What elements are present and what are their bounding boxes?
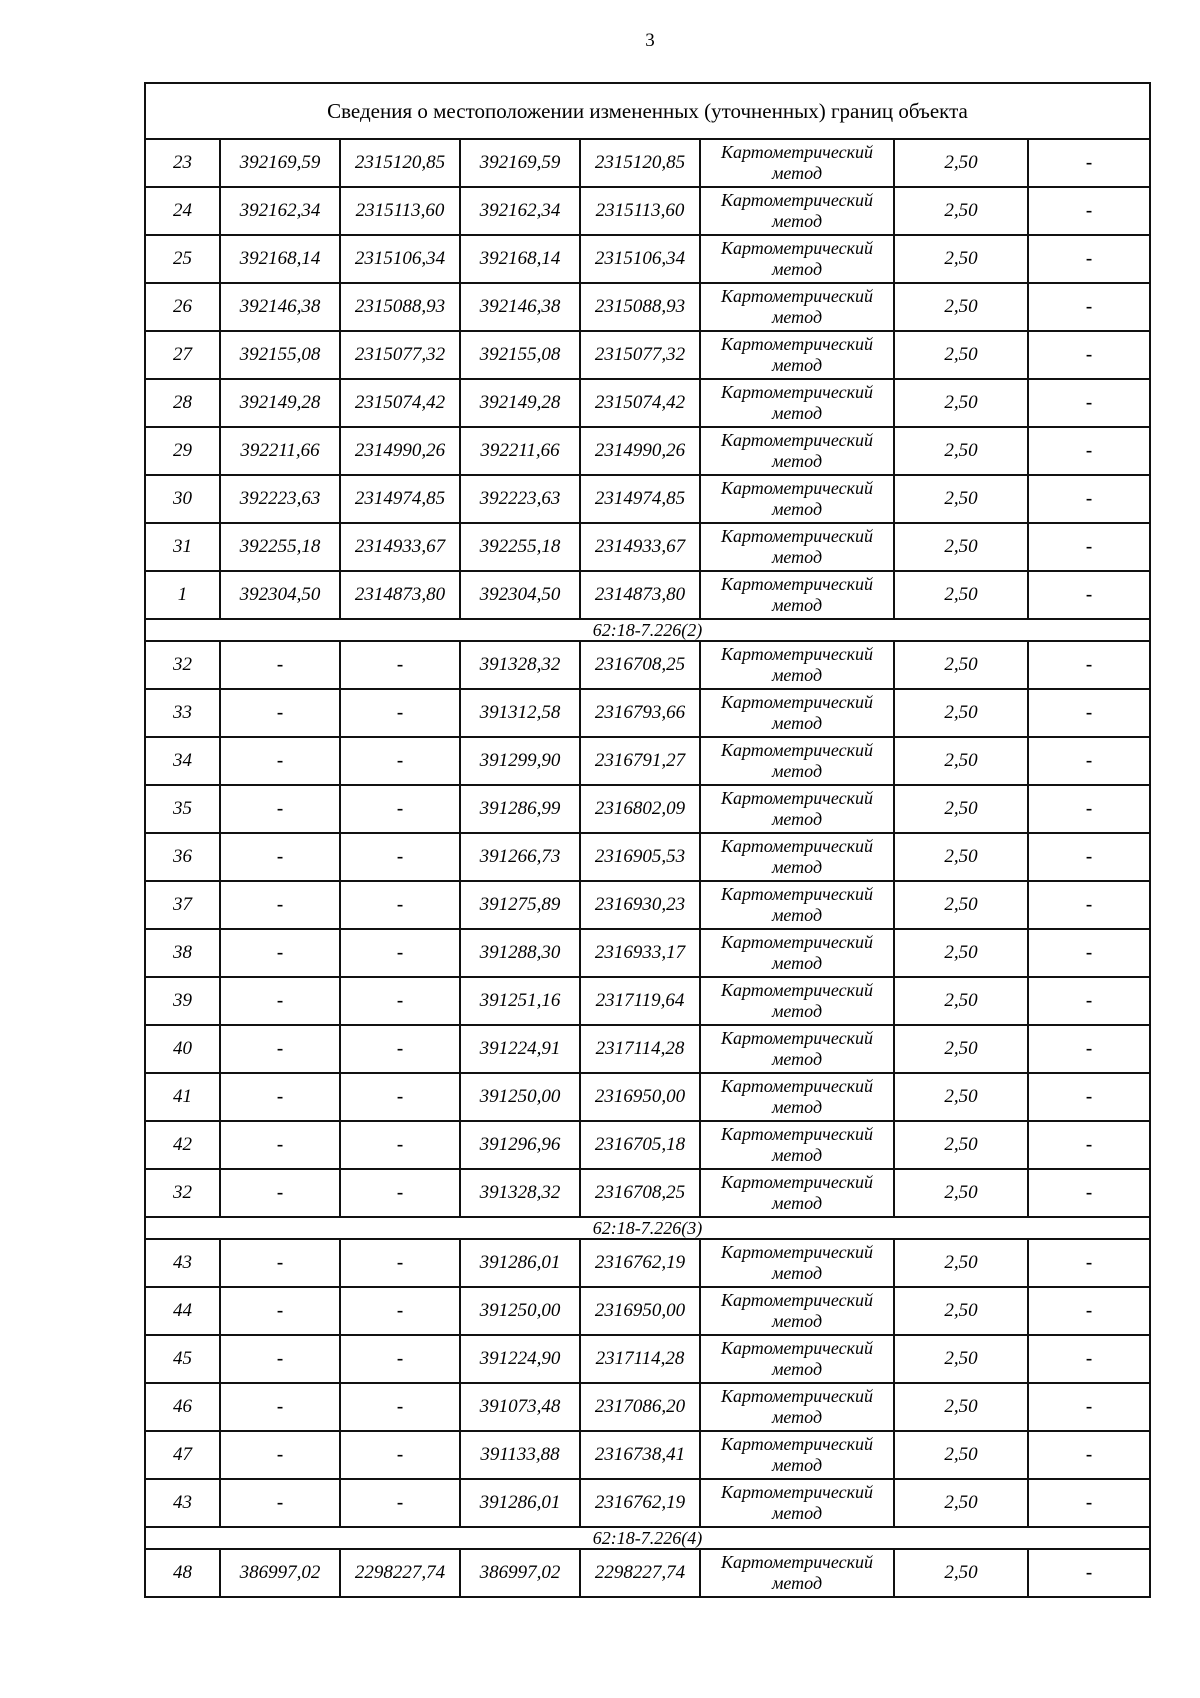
table-row xyxy=(145,139,1150,187)
existing-x-cell: 392304,50 xyxy=(220,571,340,619)
new-y-cell: 2317119,64 xyxy=(580,977,700,1025)
existing-y-cell: - xyxy=(340,785,460,833)
method-cell: Картометрический метод xyxy=(700,1239,894,1287)
point-number-cell: 37 xyxy=(145,881,220,929)
point-number-cell: 30 xyxy=(145,475,220,523)
accuracy-cell: 2,50 xyxy=(894,1383,1028,1431)
existing-y-cell: - xyxy=(340,1121,460,1169)
accuracy-cell: 2,50 xyxy=(894,641,1028,689)
method-cell: Картометрический метод xyxy=(700,1383,894,1431)
existing-y-cell: 2298227,74 xyxy=(340,1549,460,1597)
existing-y-cell: 2314873,80 xyxy=(340,571,460,619)
new-x-cell: 391133,88 xyxy=(460,1431,580,1479)
description-cell: - xyxy=(1028,1121,1150,1169)
accuracy-cell: 2,50 xyxy=(894,1479,1028,1527)
table-row xyxy=(145,1383,1150,1431)
table-title: Сведения о местоположении измененных (уточненных) границ объекта xyxy=(145,83,1150,139)
point-number-cell: 32 xyxy=(145,641,220,689)
table-row xyxy=(145,1431,1150,1479)
existing-x-cell: 392169,59 xyxy=(220,139,340,187)
description-cell: - xyxy=(1028,187,1150,235)
description-cell: - xyxy=(1028,641,1150,689)
existing-x-cell: - xyxy=(220,1025,340,1073)
method-cell: Картометрический метод xyxy=(700,929,894,977)
point-number-cell: 24 xyxy=(145,187,220,235)
description-cell: - xyxy=(1028,1549,1150,1597)
table-row xyxy=(145,475,1150,523)
table-row xyxy=(145,1169,1150,1217)
description-cell: - xyxy=(1028,1383,1150,1431)
existing-x-cell: - xyxy=(220,881,340,929)
existing-y-cell: - xyxy=(340,689,460,737)
new-y-cell: 2298227,74 xyxy=(580,1549,700,1597)
method-cell: Картометрический метод xyxy=(700,235,894,283)
description-cell: - xyxy=(1028,1239,1150,1287)
existing-y-cell: - xyxy=(340,1073,460,1121)
method-cell: Картометрический метод xyxy=(700,641,894,689)
point-number-cell: 43 xyxy=(145,1239,220,1287)
new-x-cell: 392162,34 xyxy=(460,187,580,235)
existing-x-cell: - xyxy=(220,689,340,737)
new-x-cell: 391328,32 xyxy=(460,1169,580,1217)
existing-x-cell: - xyxy=(220,1239,340,1287)
accuracy-cell: 2,50 xyxy=(894,139,1028,187)
description-cell: - xyxy=(1028,235,1150,283)
accuracy-cell: 2,50 xyxy=(894,1025,1028,1073)
new-x-cell: 391328,32 xyxy=(460,641,580,689)
existing-x-cell: - xyxy=(220,833,340,881)
description-cell: - xyxy=(1028,1073,1150,1121)
description-cell: - xyxy=(1028,1335,1150,1383)
existing-y-cell: 2315088,93 xyxy=(340,283,460,331)
existing-x-cell: - xyxy=(220,1431,340,1479)
existing-x-cell: - xyxy=(220,977,340,1025)
new-y-cell: 2316950,00 xyxy=(580,1073,700,1121)
method-cell: Картометрический метод xyxy=(700,1479,894,1527)
new-y-cell: 2317114,28 xyxy=(580,1025,700,1073)
accuracy-cell: 2,50 xyxy=(894,1549,1028,1597)
new-x-cell: 392304,50 xyxy=(460,571,580,619)
existing-y-cell: 2315120,85 xyxy=(340,139,460,187)
point-number-cell: 28 xyxy=(145,379,220,427)
point-number-cell: 32 xyxy=(145,1169,220,1217)
section-label: 62:18-7.226(2) xyxy=(145,619,1150,641)
existing-y-cell: 2315113,60 xyxy=(340,187,460,235)
table-row xyxy=(145,1121,1150,1169)
accuracy-cell: 2,50 xyxy=(894,1335,1028,1383)
method-cell: Картометрический метод xyxy=(700,1121,894,1169)
point-number-cell: 36 xyxy=(145,833,220,881)
new-y-cell: 2316905,53 xyxy=(580,833,700,881)
point-number-cell: 41 xyxy=(145,1073,220,1121)
new-x-cell: 391286,99 xyxy=(460,785,580,833)
accuracy-cell: 2,50 xyxy=(894,785,1028,833)
point-number-cell: 35 xyxy=(145,785,220,833)
new-y-cell: 2315120,85 xyxy=(580,139,700,187)
description-cell: - xyxy=(1028,379,1150,427)
point-number-cell: 45 xyxy=(145,1335,220,1383)
existing-y-cell: - xyxy=(340,1479,460,1527)
accuracy-cell: 2,50 xyxy=(894,523,1028,571)
new-y-cell: 2316950,00 xyxy=(580,1287,700,1335)
method-cell: Картометрический метод xyxy=(700,977,894,1025)
existing-y-cell: 2314974,85 xyxy=(340,475,460,523)
new-y-cell: 2314933,67 xyxy=(580,523,700,571)
description-cell: - xyxy=(1028,1287,1150,1335)
existing-x-cell: 392162,34 xyxy=(220,187,340,235)
point-number-cell: 38 xyxy=(145,929,220,977)
new-x-cell: 392155,08 xyxy=(460,331,580,379)
existing-y-cell: 2315077,32 xyxy=(340,331,460,379)
description-cell: - xyxy=(1028,1025,1150,1073)
existing-x-cell: - xyxy=(220,1073,340,1121)
section-header-row xyxy=(145,1217,1150,1239)
new-x-cell: 391286,01 xyxy=(460,1239,580,1287)
table-row xyxy=(145,641,1150,689)
new-x-cell: 391250,00 xyxy=(460,1287,580,1335)
new-y-cell: 2315077,32 xyxy=(580,331,700,379)
new-x-cell: 392146,38 xyxy=(460,283,580,331)
table-row xyxy=(145,785,1150,833)
existing-x-cell: - xyxy=(220,641,340,689)
method-cell: Картометрический метод xyxy=(700,1025,894,1073)
new-x-cell: 391312,58 xyxy=(460,689,580,737)
new-y-cell: 2315088,93 xyxy=(580,283,700,331)
new-x-cell: 391296,96 xyxy=(460,1121,580,1169)
accuracy-cell: 2,50 xyxy=(894,1073,1028,1121)
table-row xyxy=(145,283,1150,331)
table-row xyxy=(145,1239,1150,1287)
accuracy-cell: 2,50 xyxy=(894,331,1028,379)
method-cell: Картометрический метод xyxy=(700,785,894,833)
method-cell: Картометрический метод xyxy=(700,833,894,881)
point-number-cell: 31 xyxy=(145,523,220,571)
description-cell: - xyxy=(1028,785,1150,833)
existing-x-cell: - xyxy=(220,1479,340,1527)
new-y-cell: 2317086,20 xyxy=(580,1383,700,1431)
description-cell: - xyxy=(1028,881,1150,929)
method-cell: Картометрический метод xyxy=(700,1169,894,1217)
method-cell: Картометрический метод xyxy=(700,1431,894,1479)
description-cell: - xyxy=(1028,427,1150,475)
existing-y-cell: - xyxy=(340,1335,460,1383)
new-x-cell: 391250,00 xyxy=(460,1073,580,1121)
new-x-cell: 391224,91 xyxy=(460,1025,580,1073)
new-x-cell: 392211,66 xyxy=(460,427,580,475)
accuracy-cell: 2,50 xyxy=(894,737,1028,785)
method-cell: Картометрический метод xyxy=(700,881,894,929)
point-number-cell: 39 xyxy=(145,977,220,1025)
accuracy-cell: 2,50 xyxy=(894,235,1028,283)
new-y-cell: 2314990,26 xyxy=(580,427,700,475)
table-row xyxy=(145,379,1150,427)
method-cell: Картометрический метод xyxy=(700,379,894,427)
existing-y-cell: - xyxy=(340,1169,460,1217)
existing-y-cell: - xyxy=(340,1287,460,1335)
existing-y-cell: - xyxy=(340,1025,460,1073)
new-x-cell: 392223,63 xyxy=(460,475,580,523)
existing-y-cell: - xyxy=(340,977,460,1025)
point-number-cell: 48 xyxy=(145,1549,220,1597)
method-cell: Картометрический метод xyxy=(700,187,894,235)
existing-y-cell: 2314933,67 xyxy=(340,523,460,571)
accuracy-cell: 2,50 xyxy=(894,427,1028,475)
existing-y-cell: - xyxy=(340,737,460,785)
table-row xyxy=(145,1549,1150,1597)
table-row xyxy=(145,737,1150,785)
table-row xyxy=(145,523,1150,571)
table-row xyxy=(145,929,1150,977)
existing-x-cell: - xyxy=(220,1121,340,1169)
boundary-coordinates-table xyxy=(144,82,1151,1598)
existing-y-cell: - xyxy=(340,1383,460,1431)
new-x-cell: 386997,02 xyxy=(460,1549,580,1597)
existing-y-cell: - xyxy=(340,641,460,689)
method-cell: Картометрический метод xyxy=(700,1549,894,1597)
accuracy-cell: 2,50 xyxy=(894,929,1028,977)
new-y-cell: 2314873,80 xyxy=(580,571,700,619)
section-header-row xyxy=(145,1527,1150,1549)
accuracy-cell: 2,50 xyxy=(894,1169,1028,1217)
existing-x-cell: 392146,38 xyxy=(220,283,340,331)
existing-x-cell: - xyxy=(220,1287,340,1335)
existing-y-cell: - xyxy=(340,929,460,977)
method-cell: Картометрический метод xyxy=(700,689,894,737)
existing-x-cell: - xyxy=(220,1335,340,1383)
table-row xyxy=(145,689,1150,737)
accuracy-cell: 2,50 xyxy=(894,1287,1028,1335)
existing-x-cell: 392211,66 xyxy=(220,427,340,475)
description-cell: - xyxy=(1028,1169,1150,1217)
new-y-cell: 2316930,23 xyxy=(580,881,700,929)
description-cell: - xyxy=(1028,1479,1150,1527)
existing-x-cell: 392223,63 xyxy=(220,475,340,523)
description-cell: - xyxy=(1028,1431,1150,1479)
existing-y-cell: - xyxy=(340,833,460,881)
description-cell: - xyxy=(1028,737,1150,785)
point-number-cell: 44 xyxy=(145,1287,220,1335)
new-x-cell: 392149,28 xyxy=(460,379,580,427)
new-y-cell: 2317114,28 xyxy=(580,1335,700,1383)
description-cell: - xyxy=(1028,689,1150,737)
description-cell: - xyxy=(1028,283,1150,331)
existing-x-cell: 392149,28 xyxy=(220,379,340,427)
page-number: 3 xyxy=(645,30,655,51)
new-y-cell: 2315074,42 xyxy=(580,379,700,427)
method-cell: Картометрический метод xyxy=(700,1287,894,1335)
point-number-cell: 23 xyxy=(145,139,220,187)
table-row xyxy=(145,881,1150,929)
new-x-cell: 391251,16 xyxy=(460,977,580,1025)
point-number-cell: 34 xyxy=(145,737,220,785)
accuracy-cell: 2,50 xyxy=(894,379,1028,427)
existing-x-cell: 392155,08 xyxy=(220,331,340,379)
existing-x-cell: 392255,18 xyxy=(220,523,340,571)
point-number-cell: 46 xyxy=(145,1383,220,1431)
table-row xyxy=(145,571,1150,619)
description-cell: - xyxy=(1028,929,1150,977)
new-y-cell: 2315113,60 xyxy=(580,187,700,235)
description-cell: - xyxy=(1028,139,1150,187)
existing-y-cell: 2315106,34 xyxy=(340,235,460,283)
section-label: 62:18-7.226(3) xyxy=(145,1217,1150,1239)
accuracy-cell: 2,50 xyxy=(894,977,1028,1025)
table-row xyxy=(145,1025,1150,1073)
new-y-cell: 2315106,34 xyxy=(580,235,700,283)
accuracy-cell: 2,50 xyxy=(894,283,1028,331)
accuracy-cell: 2,50 xyxy=(894,1121,1028,1169)
accuracy-cell: 2,50 xyxy=(894,1239,1028,1287)
existing-y-cell: - xyxy=(340,1431,460,1479)
existing-y-cell: 2314990,26 xyxy=(340,427,460,475)
table-row xyxy=(145,187,1150,235)
existing-y-cell: 2315074,42 xyxy=(340,379,460,427)
point-number-cell: 43 xyxy=(145,1479,220,1527)
section-label: 62:18-7.226(4) xyxy=(145,1527,1150,1549)
description-cell: - xyxy=(1028,331,1150,379)
description-cell: - xyxy=(1028,833,1150,881)
table-row xyxy=(145,1479,1150,1527)
method-cell: Картометрический метод xyxy=(700,475,894,523)
new-x-cell: 391299,90 xyxy=(460,737,580,785)
method-cell: Картометрический метод xyxy=(700,737,894,785)
accuracy-cell: 2,50 xyxy=(894,1431,1028,1479)
existing-y-cell: - xyxy=(340,1239,460,1287)
existing-x-cell: - xyxy=(220,785,340,833)
new-y-cell: 2316738,41 xyxy=(580,1431,700,1479)
new-y-cell: 2316802,09 xyxy=(580,785,700,833)
point-number-cell: 29 xyxy=(145,427,220,475)
description-cell: - xyxy=(1028,523,1150,571)
accuracy-cell: 2,50 xyxy=(894,881,1028,929)
new-x-cell: 391275,89 xyxy=(460,881,580,929)
description-cell: - xyxy=(1028,977,1150,1025)
accuracy-cell: 2,50 xyxy=(894,187,1028,235)
point-number-cell: 42 xyxy=(145,1121,220,1169)
new-y-cell: 2316705,18 xyxy=(580,1121,700,1169)
new-y-cell: 2316762,19 xyxy=(580,1239,700,1287)
new-x-cell: 391073,48 xyxy=(460,1383,580,1431)
new-y-cell: 2316933,17 xyxy=(580,929,700,977)
method-cell: Картометрический метод xyxy=(700,331,894,379)
existing-x-cell: 386997,02 xyxy=(220,1549,340,1597)
method-cell: Картометрический метод xyxy=(700,1073,894,1121)
table-row xyxy=(145,833,1150,881)
new-y-cell: 2314974,85 xyxy=(580,475,700,523)
accuracy-cell: 2,50 xyxy=(894,833,1028,881)
new-x-cell: 392255,18 xyxy=(460,523,580,571)
existing-x-cell: 392168,14 xyxy=(220,235,340,283)
method-cell: Картометрический метод xyxy=(700,139,894,187)
point-number-cell: 1 xyxy=(145,571,220,619)
point-number-cell: 33 xyxy=(145,689,220,737)
table-title-row xyxy=(145,83,1150,139)
new-x-cell: 391288,30 xyxy=(460,929,580,977)
accuracy-cell: 2,50 xyxy=(894,689,1028,737)
new-y-cell: 2316708,25 xyxy=(580,1169,700,1217)
existing-x-cell: - xyxy=(220,1383,340,1431)
table-row xyxy=(145,331,1150,379)
method-cell: Картометрический метод xyxy=(700,571,894,619)
description-cell: - xyxy=(1028,571,1150,619)
new-y-cell: 2316793,66 xyxy=(580,689,700,737)
new-x-cell: 391286,01 xyxy=(460,1479,580,1527)
method-cell: Картометрический метод xyxy=(700,1335,894,1383)
point-number-cell: 25 xyxy=(145,235,220,283)
accuracy-cell: 2,50 xyxy=(894,571,1028,619)
new-x-cell: 391224,90 xyxy=(460,1335,580,1383)
method-cell: Картометрический метод xyxy=(700,427,894,475)
new-x-cell: 391266,73 xyxy=(460,833,580,881)
accuracy-cell: 2,50 xyxy=(894,475,1028,523)
new-y-cell: 2316791,27 xyxy=(580,737,700,785)
existing-x-cell: - xyxy=(220,1169,340,1217)
existing-x-cell: - xyxy=(220,929,340,977)
description-cell: - xyxy=(1028,475,1150,523)
existing-y-cell: - xyxy=(340,881,460,929)
table-row xyxy=(145,1073,1150,1121)
new-y-cell: 2316708,25 xyxy=(580,641,700,689)
point-number-cell: 47 xyxy=(145,1431,220,1479)
point-number-cell: 40 xyxy=(145,1025,220,1073)
table-row xyxy=(145,1287,1150,1335)
table-row xyxy=(145,977,1150,1025)
method-cell: Картометрический метод xyxy=(700,283,894,331)
table-row xyxy=(145,1335,1150,1383)
new-x-cell: 392168,14 xyxy=(460,235,580,283)
method-cell: Картометрический метод xyxy=(700,523,894,571)
existing-x-cell: - xyxy=(220,737,340,785)
section-header-row xyxy=(145,619,1150,641)
table-row xyxy=(145,427,1150,475)
point-number-cell: 27 xyxy=(145,331,220,379)
new-x-cell: 392169,59 xyxy=(460,139,580,187)
point-number-cell: 26 xyxy=(145,283,220,331)
table-row xyxy=(145,235,1150,283)
new-y-cell: 2316762,19 xyxy=(580,1479,700,1527)
